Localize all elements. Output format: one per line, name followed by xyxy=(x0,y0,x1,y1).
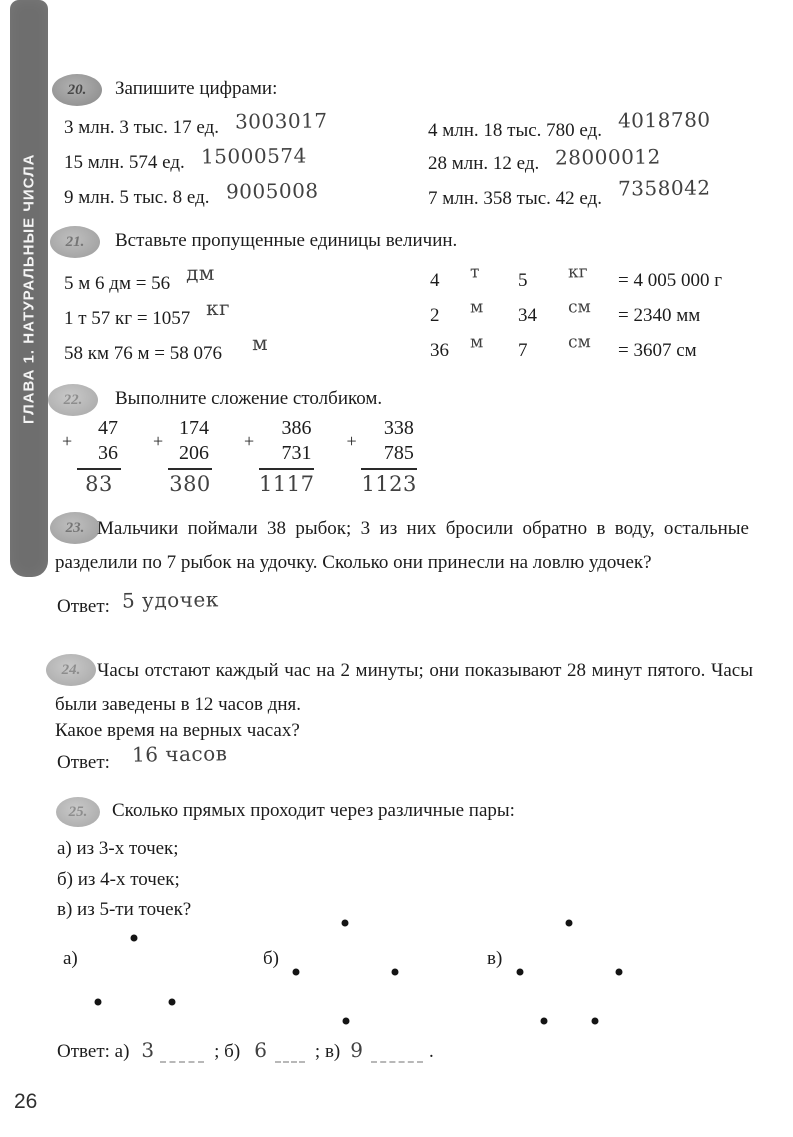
exercise-24-number: 24. xyxy=(61,661,81,678)
addend-top: 47 xyxy=(98,417,118,439)
addends xyxy=(361,416,416,470)
equals: = 2340 мм xyxy=(618,305,701,326)
handwritten-sum: 380 xyxy=(169,472,211,496)
prompt: 58 км 76 м = 58 076 xyxy=(64,343,222,364)
ex21-row-left-3 xyxy=(64,330,269,365)
exercise-25-badge xyxy=(56,797,100,827)
handwritten-answer: 5 удочек xyxy=(121,587,219,613)
addend-bottom: 731 xyxy=(281,442,312,464)
handwritten-unit: м xyxy=(251,330,269,356)
addends xyxy=(168,416,212,470)
handwritten-answer: 4018780 xyxy=(617,107,711,133)
answer-label: Ответ: xyxy=(57,596,110,617)
answer-label: Ответ: а) xyxy=(57,1041,130,1062)
ex25-item-a: а) из 3-х точек; xyxy=(57,838,179,859)
separator-v: ; в) xyxy=(314,1041,341,1062)
ex20-row-right-3 xyxy=(428,175,711,210)
exercise-20-number: 20. xyxy=(67,81,87,98)
handwritten-unit: м xyxy=(469,297,484,318)
plus-sign: + xyxy=(62,431,73,451)
handwritten-unit: см xyxy=(567,297,591,318)
ex25-answer-row xyxy=(57,1038,434,1063)
addition-problem-2 xyxy=(153,416,212,496)
exercise-25-number: 25. xyxy=(68,803,88,820)
ex21-row-left-2 xyxy=(64,295,231,330)
addend-bottom: 36 xyxy=(98,442,118,464)
point-dot xyxy=(566,920,573,927)
answer-blank xyxy=(275,1055,305,1063)
exercise-24-text: Часы отстают каждый час на 2 минуты; они показывают 28 минут пятого. Часы были заведены в 12 часов дня. xyxy=(55,660,753,715)
prompt: 5 м 6 дм = 56 xyxy=(64,273,171,294)
value: 2 xyxy=(430,305,440,326)
exercise-22-badge xyxy=(48,384,98,416)
handwritten-answer-b: 6 xyxy=(254,1038,267,1062)
handwritten-answer: 16 часов xyxy=(131,741,228,767)
ex21-row-right-2 xyxy=(428,297,701,327)
value: 7 xyxy=(518,340,528,361)
exercise-23-number: 23. xyxy=(65,519,85,536)
point-dot xyxy=(616,969,623,976)
value: 36 xyxy=(430,340,449,361)
handwritten-sum: 1117 xyxy=(259,472,315,496)
handwritten-answer-v: 9 xyxy=(350,1038,363,1062)
handwritten-answer-a: 3 xyxy=(141,1038,155,1062)
addend-top: 386 xyxy=(281,417,312,439)
ex20-row-left-1 xyxy=(64,108,328,139)
value: 5 xyxy=(518,270,528,291)
value: 4 xyxy=(430,270,440,291)
addend-top: 338 xyxy=(383,417,414,439)
point-dot xyxy=(517,969,524,976)
addend-top: 174 xyxy=(179,417,209,439)
exercise-21-badge xyxy=(50,226,100,258)
handwritten-sum: 1123 xyxy=(361,472,417,496)
ex21-row-right-1 xyxy=(428,262,723,292)
point-dot xyxy=(392,969,399,976)
equals: = 4 005 000 г xyxy=(618,270,723,291)
handwritten-answer: 3003017 xyxy=(234,108,328,134)
ex21-row-right-3 xyxy=(428,332,697,362)
prompt: 1 т 57 кг = 1057 xyxy=(64,308,191,329)
exercise-21-title: Вставьте пропущенные единицы величин. xyxy=(115,230,458,251)
ex20-row-right-2 xyxy=(428,144,662,175)
exercise-24-question: Какое время на верных часах? xyxy=(55,720,300,741)
ex20-row-left-3 xyxy=(64,178,319,209)
addend-bottom: 206 xyxy=(179,442,209,464)
handwritten-unit: кг xyxy=(206,295,231,321)
answer-blank xyxy=(160,1055,204,1063)
prompt: 3 млн. 3 тыс. 17 ед. xyxy=(64,117,220,138)
addition-problem-4 xyxy=(346,416,416,496)
chapter-sidebar xyxy=(10,0,48,577)
handwritten-answer: 28000012 xyxy=(555,144,662,170)
ex25-item-v: в) из 5-ти точек? xyxy=(57,899,192,920)
answer-label: Ответ: xyxy=(57,752,110,773)
exercise-23-text: Мальчики поймали 38 рыбок; 3 из них бросили обратно в воду, остальные разделили по 7 рыбок на удочку. Сколько они принесли на ловлю удочек? xyxy=(55,518,749,573)
plus-sign: + xyxy=(153,431,164,451)
figure-label: в) xyxy=(487,948,503,969)
addend-bottom: 785 xyxy=(383,442,414,464)
point-dot xyxy=(343,1018,350,1025)
handwritten-answer: 15000574 xyxy=(200,143,307,169)
addition-problems xyxy=(62,416,417,496)
point-dot xyxy=(592,1018,599,1025)
point-dot xyxy=(342,920,349,927)
answer-blank xyxy=(371,1055,423,1063)
ex25-item-b: б) из 4-х точек; xyxy=(57,869,180,890)
addends xyxy=(259,416,314,470)
point-dot xyxy=(293,969,300,976)
exercise-21-number: 21. xyxy=(65,233,85,250)
point-dot xyxy=(131,935,138,942)
value: 34 xyxy=(518,305,537,326)
separator-b: ; б) xyxy=(214,1041,241,1062)
handwritten-sum: 83 xyxy=(85,472,113,496)
ex21-row-left-1 xyxy=(64,260,216,295)
handwritten-answer: 7358042 xyxy=(617,175,711,201)
exercise-25-title: Сколько прямых проходит через различные пары: xyxy=(112,800,515,821)
handwritten-unit: кг xyxy=(567,262,588,283)
plus-sign: + xyxy=(346,431,357,451)
prompt: 4 млн. 18 тыс. 780 ед. xyxy=(428,120,603,141)
plus-sign: + xyxy=(244,431,255,451)
figure-label: а) xyxy=(63,948,78,969)
prompt: 28 млн. 12 ед. xyxy=(428,153,540,174)
page-number: 26 xyxy=(14,1090,38,1113)
handwritten-unit: м xyxy=(469,332,484,353)
addends xyxy=(77,416,121,470)
point-dot xyxy=(95,999,102,1006)
addition-problem-3 xyxy=(244,416,314,496)
point-dot xyxy=(541,1018,548,1025)
prompt: 9 млн. 5 тыс. 8 ед. xyxy=(64,187,210,208)
ex20-row-right-1 xyxy=(428,107,711,142)
period: . xyxy=(428,1041,434,1062)
ex20-row-left-2 xyxy=(64,143,307,174)
exercise-20-title: Запишите цифрами: xyxy=(115,78,278,99)
point-dot xyxy=(169,999,176,1006)
exercise-22-title: Выполните сложение столбиком. xyxy=(115,388,383,409)
figure-label: б) xyxy=(263,948,279,969)
handwritten-unit: дм xyxy=(186,260,216,286)
handwritten-unit: см xyxy=(567,332,591,353)
handwritten-unit: т xyxy=(469,262,480,283)
chapter-title: ГЛАВА 1. НАТУРАЛЬНЫЕ ЧИСЛА xyxy=(20,153,38,424)
prompt: 15 млн. 574 ед. xyxy=(64,152,185,173)
exercise-22-number: 22. xyxy=(63,391,83,408)
equals: = 3607 см xyxy=(618,340,697,361)
handwritten-answer: 9005008 xyxy=(225,178,319,204)
addition-problem-1 xyxy=(62,416,121,496)
prompt: 7 млн. 358 тыс. 42 ед. xyxy=(428,188,603,209)
exercise-20-badge xyxy=(52,74,102,106)
